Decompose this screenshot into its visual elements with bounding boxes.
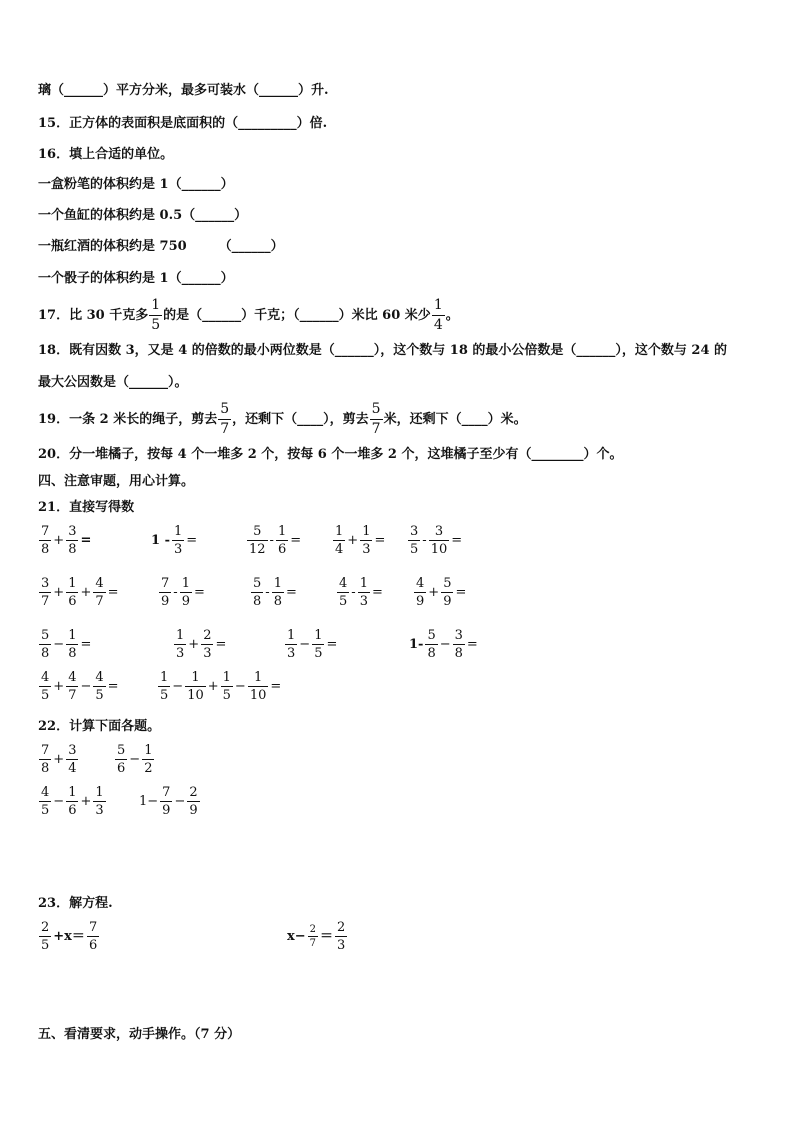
numerator: 4	[95, 576, 104, 591]
q21-expr	[38, 628, 92, 661]
denominator: 9	[181, 594, 190, 609]
operator: −	[53, 794, 65, 809]
fraction	[335, 920, 347, 953]
denominator: 8	[41, 542, 50, 557]
operator: =	[215, 637, 227, 652]
denominator: 3	[362, 542, 371, 557]
q21-expr	[38, 524, 92, 557]
numerator: 1	[151, 297, 161, 313]
operator: 1−	[139, 794, 159, 809]
fraction	[337, 576, 349, 609]
operator: -	[351, 585, 356, 600]
denominator: 4	[433, 317, 443, 333]
operator: =	[107, 585, 119, 600]
operator: +	[53, 752, 65, 767]
operator: -	[269, 533, 274, 548]
denominator: 5	[41, 688, 50, 703]
fraction	[429, 524, 450, 557]
q21-expr	[332, 524, 386, 557]
q18-line-1: 18．既有因数 3，又是 4 的倍数的最小两位数是（______），这个数与 18 的最小公倍数是（______），这个数与 24 的	[38, 343, 728, 358]
q19-text-c: 米，还剩下（____）米。	[383, 412, 527, 427]
numerator: 5	[41, 628, 50, 643]
denominator: 3	[287, 646, 296, 661]
numerator: 1	[362, 524, 371, 539]
numerator: 5	[427, 628, 436, 643]
q16-item-wine	[38, 239, 284, 255]
denominator: 3	[203, 646, 212, 661]
q21-title: 21．直接写得数	[38, 500, 135, 515]
numerator: 7	[88, 920, 98, 935]
fraction	[201, 628, 213, 661]
q14-continuation: 璃（______）平方分米，最多可装水（______）升.	[38, 83, 329, 98]
denominator: 7	[95, 594, 104, 609]
fraction	[414, 576, 426, 609]
numerator: 5	[371, 401, 381, 417]
operator: ＝	[320, 929, 334, 944]
q23-equation	[286, 920, 348, 953]
numerator: 3	[68, 524, 77, 539]
numerator: 3	[68, 743, 77, 758]
numerator: 5	[253, 576, 262, 591]
numerator: 1	[359, 576, 368, 591]
denominator: 9	[189, 803, 198, 818]
denominator: 8	[41, 646, 50, 661]
denominator: 5	[410, 542, 419, 557]
fraction	[39, 576, 51, 609]
operator: +	[53, 533, 65, 548]
fraction	[66, 743, 78, 776]
denominator: 9	[416, 594, 425, 609]
denominator: 12	[249, 542, 266, 557]
denominator: 6	[277, 542, 287, 557]
numerator: 1	[191, 670, 200, 685]
denominator: 5	[95, 688, 104, 703]
numerator: 1	[222, 670, 231, 685]
fraction	[308, 924, 318, 949]
operator: -	[422, 533, 427, 548]
operator: −	[234, 679, 246, 694]
operator: −	[174, 794, 186, 809]
q16-item-wine-blank: （______）	[218, 239, 284, 254]
q16-item-dice: 一个骰子的体积约是 1（______）	[38, 271, 234, 286]
q21-expr	[413, 576, 467, 609]
numerator: 1	[433, 297, 443, 313]
operator: x−	[287, 929, 306, 944]
numerator: 4	[68, 670, 77, 685]
q16-item-chalk: 一盒粉笔的体积约是 1（______）	[38, 177, 234, 192]
fraction	[39, 743, 51, 776]
q23-equation	[38, 920, 100, 953]
operator: 1 -	[151, 533, 170, 548]
numerator: 4	[41, 785, 50, 800]
q17-fraction-one-quarter	[432, 297, 445, 334]
fraction	[87, 920, 99, 953]
denominator: 6	[117, 761, 126, 776]
numerator: 1	[314, 628, 323, 643]
numerator: 1	[335, 524, 344, 539]
operator: =	[326, 637, 338, 652]
denominator: 8	[454, 646, 463, 661]
denominator: 5	[339, 594, 348, 609]
q21-expr	[173, 628, 227, 661]
q19-fraction-five-sevenths-a	[218, 401, 231, 438]
fraction	[172, 524, 184, 557]
operator: +	[80, 585, 92, 600]
numerator: 1	[173, 524, 183, 539]
denominator: 3	[176, 646, 185, 661]
operator: −	[53, 637, 65, 652]
denominator: 7	[220, 421, 230, 437]
operator: =	[455, 585, 467, 600]
operator: +	[53, 585, 65, 600]
numerator: 3	[41, 576, 50, 591]
denominator: 8	[253, 594, 262, 609]
fraction	[39, 670, 51, 703]
denominator: 3	[95, 803, 104, 818]
q17-fraction-one-fifth	[149, 297, 162, 334]
fraction	[66, 524, 78, 557]
operator: +	[428, 585, 440, 600]
numerator: 7	[161, 576, 170, 591]
numerator: 3	[454, 628, 463, 643]
numerator: 1	[253, 670, 263, 685]
operator: +	[188, 637, 200, 652]
section-4-heading: 四、注意审题，用心计算。	[38, 474, 195, 489]
operator: +	[347, 533, 359, 548]
numerator: 7	[41, 743, 50, 758]
numerator: 5	[220, 401, 230, 417]
q21-expr	[246, 524, 302, 557]
q22-title: 22．计算下面各题。	[38, 719, 161, 734]
denominator: 2	[144, 761, 153, 776]
operator: =	[270, 679, 282, 694]
numerator: 2	[203, 628, 212, 643]
numerator: 1	[68, 576, 77, 591]
fraction	[408, 524, 420, 557]
q21-expr	[408, 628, 479, 661]
numerator: 2	[309, 924, 317, 935]
numerator: 4	[41, 670, 50, 685]
q17-text-a: 17．比 30 千克多	[38, 308, 149, 323]
denominator: 7	[371, 421, 381, 437]
denominator: 5	[151, 317, 161, 333]
fraction	[187, 785, 199, 818]
fraction	[66, 576, 78, 609]
q20: 20．分一堆橘子，按每 4 个一堆多 2 个，按每 6 个一堆多 2 个，这堆橘子至少有（________）个。	[38, 447, 623, 462]
fraction	[312, 628, 324, 661]
fraction	[276, 524, 288, 557]
fraction	[272, 576, 284, 609]
denominator: 3	[359, 594, 368, 609]
fraction	[185, 670, 206, 703]
fraction	[115, 743, 127, 776]
numerator: 1	[287, 628, 296, 643]
operator: +	[53, 679, 65, 694]
fraction	[160, 785, 172, 818]
operator: -	[265, 585, 270, 600]
denominator: 5	[41, 938, 50, 953]
fraction	[174, 628, 186, 661]
q21-expr	[158, 576, 206, 609]
numerator: 1	[273, 576, 282, 591]
q21-expr	[250, 576, 298, 609]
q23-title: 23．解方程.	[38, 896, 113, 911]
denominator: 5	[222, 688, 231, 703]
denominator: 7	[68, 688, 77, 703]
numerator: 1	[160, 670, 169, 685]
numerator: 1	[277, 524, 287, 539]
operator: +x＝	[53, 929, 85, 944]
fraction	[441, 576, 453, 609]
q16-title: 16．填上合适的单位。	[38, 147, 174, 162]
operator: =	[193, 585, 205, 600]
fraction	[158, 670, 170, 703]
operator: =	[371, 585, 383, 600]
q17-text-c: 。	[445, 308, 459, 323]
denominator: 4	[68, 761, 77, 776]
q19-text-a: 19．一条 2 米长的绳子，剪去	[38, 412, 218, 427]
q19	[38, 400, 527, 440]
fraction	[247, 524, 268, 557]
denominator: 5	[41, 803, 50, 818]
denominator: 8	[68, 542, 77, 557]
denominator: 9	[443, 594, 452, 609]
denominator: 7	[309, 938, 317, 949]
denominator: 6	[88, 938, 98, 953]
q17	[38, 296, 459, 336]
numerator: 5	[253, 524, 262, 539]
fraction	[39, 628, 51, 661]
numerator: 2	[337, 920, 346, 935]
operator: =	[107, 679, 119, 694]
denominator: 9	[161, 594, 170, 609]
q22-expr	[138, 785, 201, 818]
fraction	[93, 576, 105, 609]
fraction	[453, 628, 465, 661]
q15: 15．正方体的表面积是底面积的（_________）倍.	[38, 116, 328, 131]
q16-item-wine-text: 一瓶红酒的体积约是 750	[38, 239, 187, 254]
numerator: 1	[181, 576, 190, 591]
fraction	[66, 628, 78, 661]
numerator: 4	[339, 576, 348, 591]
fraction	[39, 920, 51, 953]
q17-text-b: 的是（______）千克；（______）米比 60 米少	[163, 308, 431, 323]
fraction	[251, 576, 263, 609]
q22-expr	[38, 743, 79, 776]
q16-item-fishtank: 一个鱼缸的体积约是 0.5（______）	[38, 208, 248, 223]
fraction	[159, 576, 171, 609]
numerator: 1	[68, 785, 77, 800]
q21-expr	[38, 576, 120, 609]
operator: +	[207, 679, 219, 694]
fraction	[221, 670, 233, 703]
denominator: 10	[187, 688, 204, 703]
operator: =	[290, 533, 302, 548]
denominator: 10	[249, 688, 267, 703]
numerator: 1	[176, 628, 185, 643]
numerator: 5	[443, 576, 452, 591]
numerator: 1	[68, 628, 77, 643]
operator: =	[374, 533, 386, 548]
fraction	[425, 628, 437, 661]
fraction	[93, 785, 105, 818]
numerator: 3	[410, 524, 419, 539]
numerator: 5	[117, 743, 126, 758]
fraction	[93, 670, 105, 703]
denominator: 9	[162, 803, 171, 818]
fraction	[358, 576, 370, 609]
operator: =	[80, 533, 92, 548]
q19-fraction-five-sevenths-b	[370, 401, 383, 438]
operator: −	[299, 637, 311, 652]
operator: 1-	[409, 637, 424, 652]
q22-expr	[114, 743, 155, 776]
denominator: 3	[337, 938, 346, 953]
q21-expr	[157, 670, 282, 703]
numerator: 4	[416, 576, 425, 591]
denominator: 8	[427, 646, 436, 661]
q21-expr	[284, 628, 338, 661]
denominator: 5	[160, 688, 169, 703]
q19-text-b: ，还剩下（____），剪去	[232, 412, 369, 427]
numerator: 3	[434, 524, 444, 539]
q21-expr	[150, 524, 198, 557]
fraction	[39, 785, 51, 818]
operator: =	[285, 585, 297, 600]
section-5-heading: 五、看清要求，动手操作。（7 分）	[38, 1027, 241, 1042]
operator: −	[439, 637, 451, 652]
operator: =	[80, 637, 92, 652]
denominator: 3	[173, 542, 183, 557]
numerator: 7	[162, 785, 171, 800]
q21-expr	[38, 670, 120, 703]
numerator: 1	[95, 785, 104, 800]
denominator: 10	[430, 542, 448, 557]
q22-expr	[38, 785, 107, 818]
numerator: 1	[144, 743, 153, 758]
q21-expr	[336, 576, 384, 609]
q21-expr	[407, 524, 463, 557]
operator: =	[466, 637, 478, 652]
operator: -	[173, 585, 178, 600]
operator: +	[80, 794, 92, 809]
denominator: 6	[68, 803, 77, 818]
fraction	[333, 524, 345, 557]
operator: −	[129, 752, 141, 767]
denominator: 5	[314, 646, 323, 661]
denominator: 4	[335, 542, 344, 557]
q18-line-2: 最大公因数是（______）。	[38, 375, 188, 390]
numerator: 2	[41, 920, 50, 935]
numerator: 7	[41, 524, 50, 539]
fraction	[66, 785, 78, 818]
numerator: 2	[189, 785, 198, 800]
operator: =	[186, 533, 198, 548]
fraction	[360, 524, 372, 557]
denominator: 8	[41, 761, 50, 776]
denominator: 8	[273, 594, 282, 609]
denominator: 8	[68, 646, 77, 661]
fraction	[142, 743, 154, 776]
numerator: 4	[95, 670, 104, 685]
denominator: 6	[68, 594, 77, 609]
fraction	[66, 670, 78, 703]
fraction	[248, 670, 269, 703]
fraction	[180, 576, 192, 609]
operator: −	[80, 679, 92, 694]
operator: =	[451, 533, 463, 548]
fraction	[285, 628, 297, 661]
operator: −	[172, 679, 184, 694]
denominator: 7	[41, 594, 50, 609]
fraction	[39, 524, 51, 557]
